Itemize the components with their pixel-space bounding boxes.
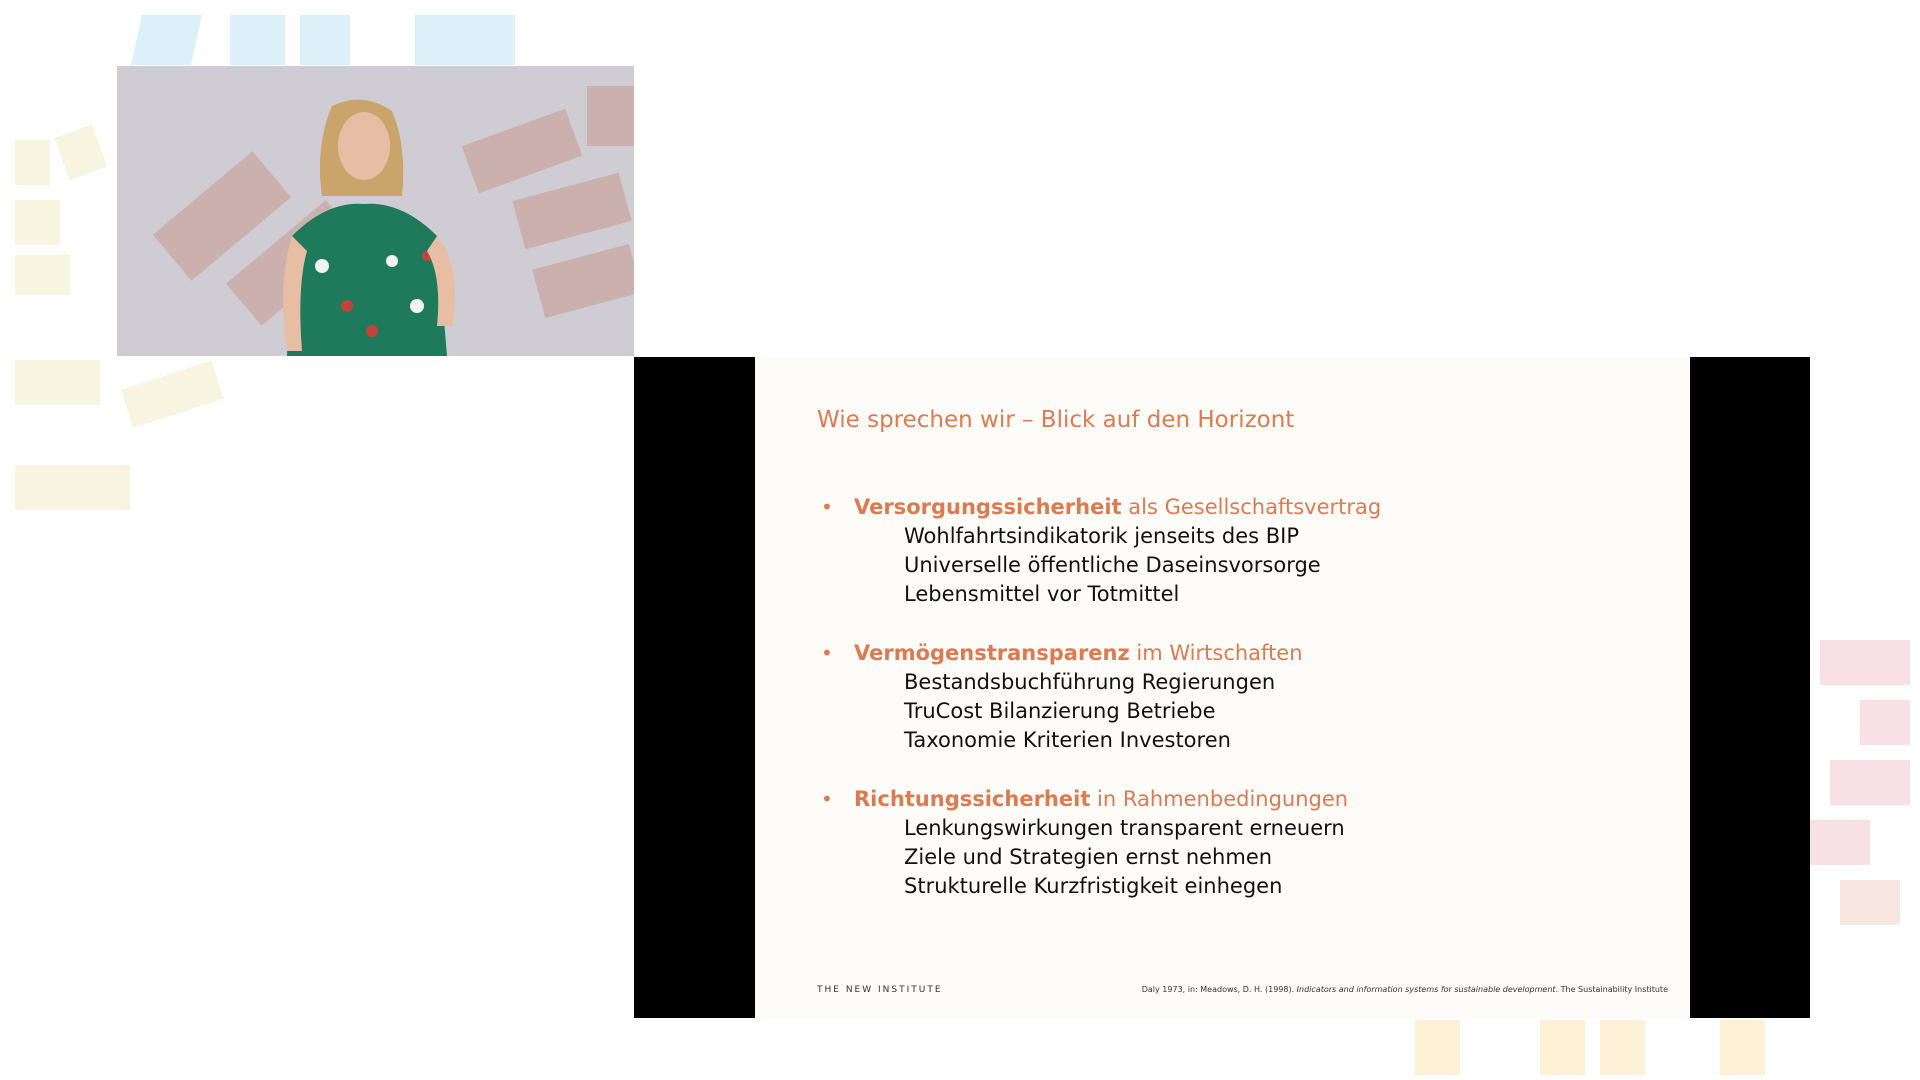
presentation-slide-frame bbox=[634, 357, 1810, 1018]
heading-bold: Richtungssicherheit bbox=[854, 787, 1091, 811]
heading-rest: im Wirtschaften bbox=[1129, 641, 1303, 665]
bullet-group-richtungssicherheit bbox=[817, 785, 1677, 901]
bullet-list bbox=[817, 493, 1677, 931]
sub-item: Wohlfahrtsindikatorik jenseits des BIP bbox=[904, 524, 1300, 548]
bullet-group-versorgungssicherheit bbox=[817, 493, 1677, 609]
heading-rest: als Gesellschaftsvertrag bbox=[1121, 495, 1382, 519]
presentation-slide bbox=[755, 357, 1690, 1018]
citation bbox=[1142, 985, 1668, 994]
bullet-heading bbox=[817, 785, 1677, 814]
sub-item: TruCost Bilanzierung Betriebe bbox=[904, 699, 1216, 723]
sub-item: Taxonomie Kriterien Investoren bbox=[904, 728, 1231, 752]
bullet-group-vermoegenstransparenz bbox=[817, 639, 1677, 755]
citation-suffix: . The Sustainability Institute bbox=[1555, 985, 1668, 994]
sub-item: Strukturelle Kurzfristigkeit einhegen bbox=[904, 874, 1283, 898]
bullet-icon: • bbox=[821, 495, 833, 519]
bullet-icon: • bbox=[821, 641, 833, 665]
heading-bold: Versorgungssicherheit bbox=[854, 495, 1122, 519]
sub-item: Bestandsbuchführung Regierungen bbox=[904, 670, 1276, 694]
speaker-image bbox=[117, 66, 634, 356]
heading-bold: Vermögenstransparenz bbox=[854, 641, 1130, 665]
citation-title: Indicators and information systems for sustainable development bbox=[1296, 985, 1556, 994]
bullet-heading bbox=[817, 639, 1677, 668]
institute-logo-text: THE NEW INSTITUTE bbox=[817, 985, 943, 995]
bullet-heading bbox=[817, 493, 1677, 522]
sub-item: Ziele und Strategien ernst nehmen bbox=[904, 845, 1273, 869]
sub-item: Universelle öffentliche Daseinsvorsorge bbox=[904, 553, 1321, 577]
bullet-icon: • bbox=[821, 787, 833, 811]
speaker-video bbox=[117, 66, 634, 356]
heading-rest: in Rahmenbedingungen bbox=[1090, 787, 1349, 811]
citation-prefix: Daly 1973, in: Meadows, D. H. (1998). bbox=[1141, 985, 1297, 994]
sub-item: Lenkungswirkungen transparent erneuern bbox=[904, 816, 1345, 840]
slide-title: Wie sprechen wir – Blick auf den Horizont bbox=[817, 407, 1295, 433]
sub-item: Lebensmittel vor Totmittel bbox=[904, 582, 1180, 606]
